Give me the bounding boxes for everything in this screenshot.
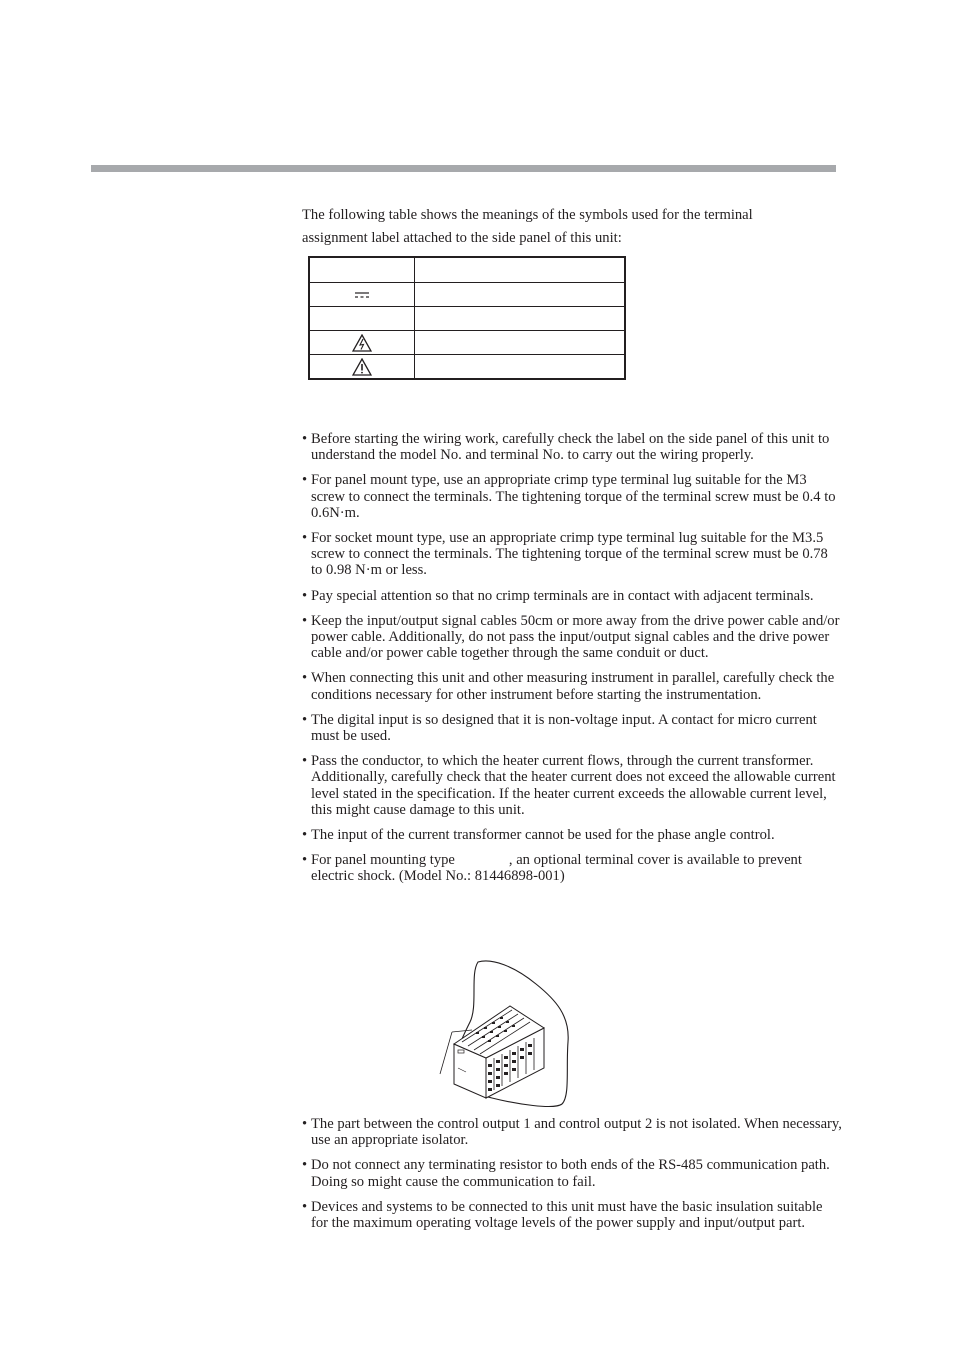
list-item: • For panel mount type, use an appropriate crimp type terminal lug suitable for the M3 screw to connect the terminals. The tightening torque of the terminal screw must be 0.4 to 0.6N·m. [302, 472, 842, 521]
symbol-cell [309, 283, 415, 307]
symbol-header-cell [309, 257, 415, 283]
symbol-table-row [309, 307, 625, 331]
meaning-cell [415, 283, 626, 307]
dc-current-icon [354, 291, 370, 299]
meaning-cell [415, 307, 626, 331]
terminal-cover-illustration-icon [432, 958, 580, 1108]
meaning-cell [415, 355, 626, 380]
list-item: • Pass the conductor, to which the heater current flows, through the current transformer. Additionally, carefully check that the heater current does not exceed the allowable current level stated in the specification. If the heater current exceeds the allowable current level, this might cause damage to this unit. [302, 753, 842, 818]
intro-paragraph [302, 204, 842, 250]
meaning-cell [415, 331, 626, 355]
additional-precautions-list [302, 1116, 842, 1240]
symbol-cell [309, 331, 415, 355]
symbol-table-row [309, 355, 625, 380]
intro-line-1: The following table shows the meanings of the symbols used for the terminal [302, 207, 753, 223]
list-item: • When connecting this unit and other measuring instrument in parallel, carefully check the conditions necessary for other instrument before starting the instrumentation. [302, 670, 842, 702]
symbol-table-row [309, 331, 625, 355]
symbol-table-row [309, 283, 625, 307]
wiring-precautions-list [302, 431, 842, 885]
symbol-table-header-row [309, 257, 625, 283]
panel-bullet-text-before: For panel mounting type [311, 852, 455, 869]
electric-shock-warning-icon [352, 334, 372, 352]
symbol-cell [309, 307, 415, 331]
list-item: • Pay special attention so that no crimp terminals are in contact with adjacent terminals. [302, 588, 842, 604]
caution-triangle-icon [352, 358, 372, 376]
list-item: • The digital input is so designed that it is non-voltage input. A contact for micro current must be used. [302, 712, 842, 744]
meaning-header-cell [415, 257, 626, 283]
intro-line-2: assignment label attached to the side panel of this unit: [302, 230, 622, 246]
list-item [302, 852, 842, 884]
list-item: • Devices and systems to be connected to this unit must have the basic insulation suitable for the maximum operating voltage levels of the power supply and input/output part. [302, 1199, 842, 1231]
panel-bullet-text-after: , an optional terminal cover is available to prevent electric shock. (Model No.: 81446898-001) [311, 852, 802, 885]
list-item: • Do not connect any terminating resistor to both ends of the RS-485 communication path. Doing so might cause the communication to fail. [302, 1157, 842, 1189]
section-header-rule [91, 165, 836, 172]
list-item: • For socket mount type, use an appropriate crimp type terminal lug suitable for the M3.5 screw to connect the terminals. The tightening torque of the terminal screw must be 0.78 to 0.98 N·m or less. [302, 530, 842, 579]
list-item: • The input of the current transformer cannot be used for the phase angle control. [302, 827, 842, 843]
list-item: • Before starting the wiring work, carefully check the label on the side panel of this unit to understand the model No. and terminal No. to carry out the wiring properly. [302, 431, 842, 463]
symbol-cell [309, 355, 415, 380]
symbol-table [308, 256, 626, 380]
list-item: • Keep the input/output signal cables 50cm or more away from the drive power cable and/or power cable. Additionally, do not pass the input/output signal cables and the drive power cable and/or power cable together through the same conduit or duct. [302, 613, 842, 662]
list-item: • The part between the control output 1 and control output 2 is not isolated. When necessary, use an appropriate isolator. [302, 1116, 842, 1148]
